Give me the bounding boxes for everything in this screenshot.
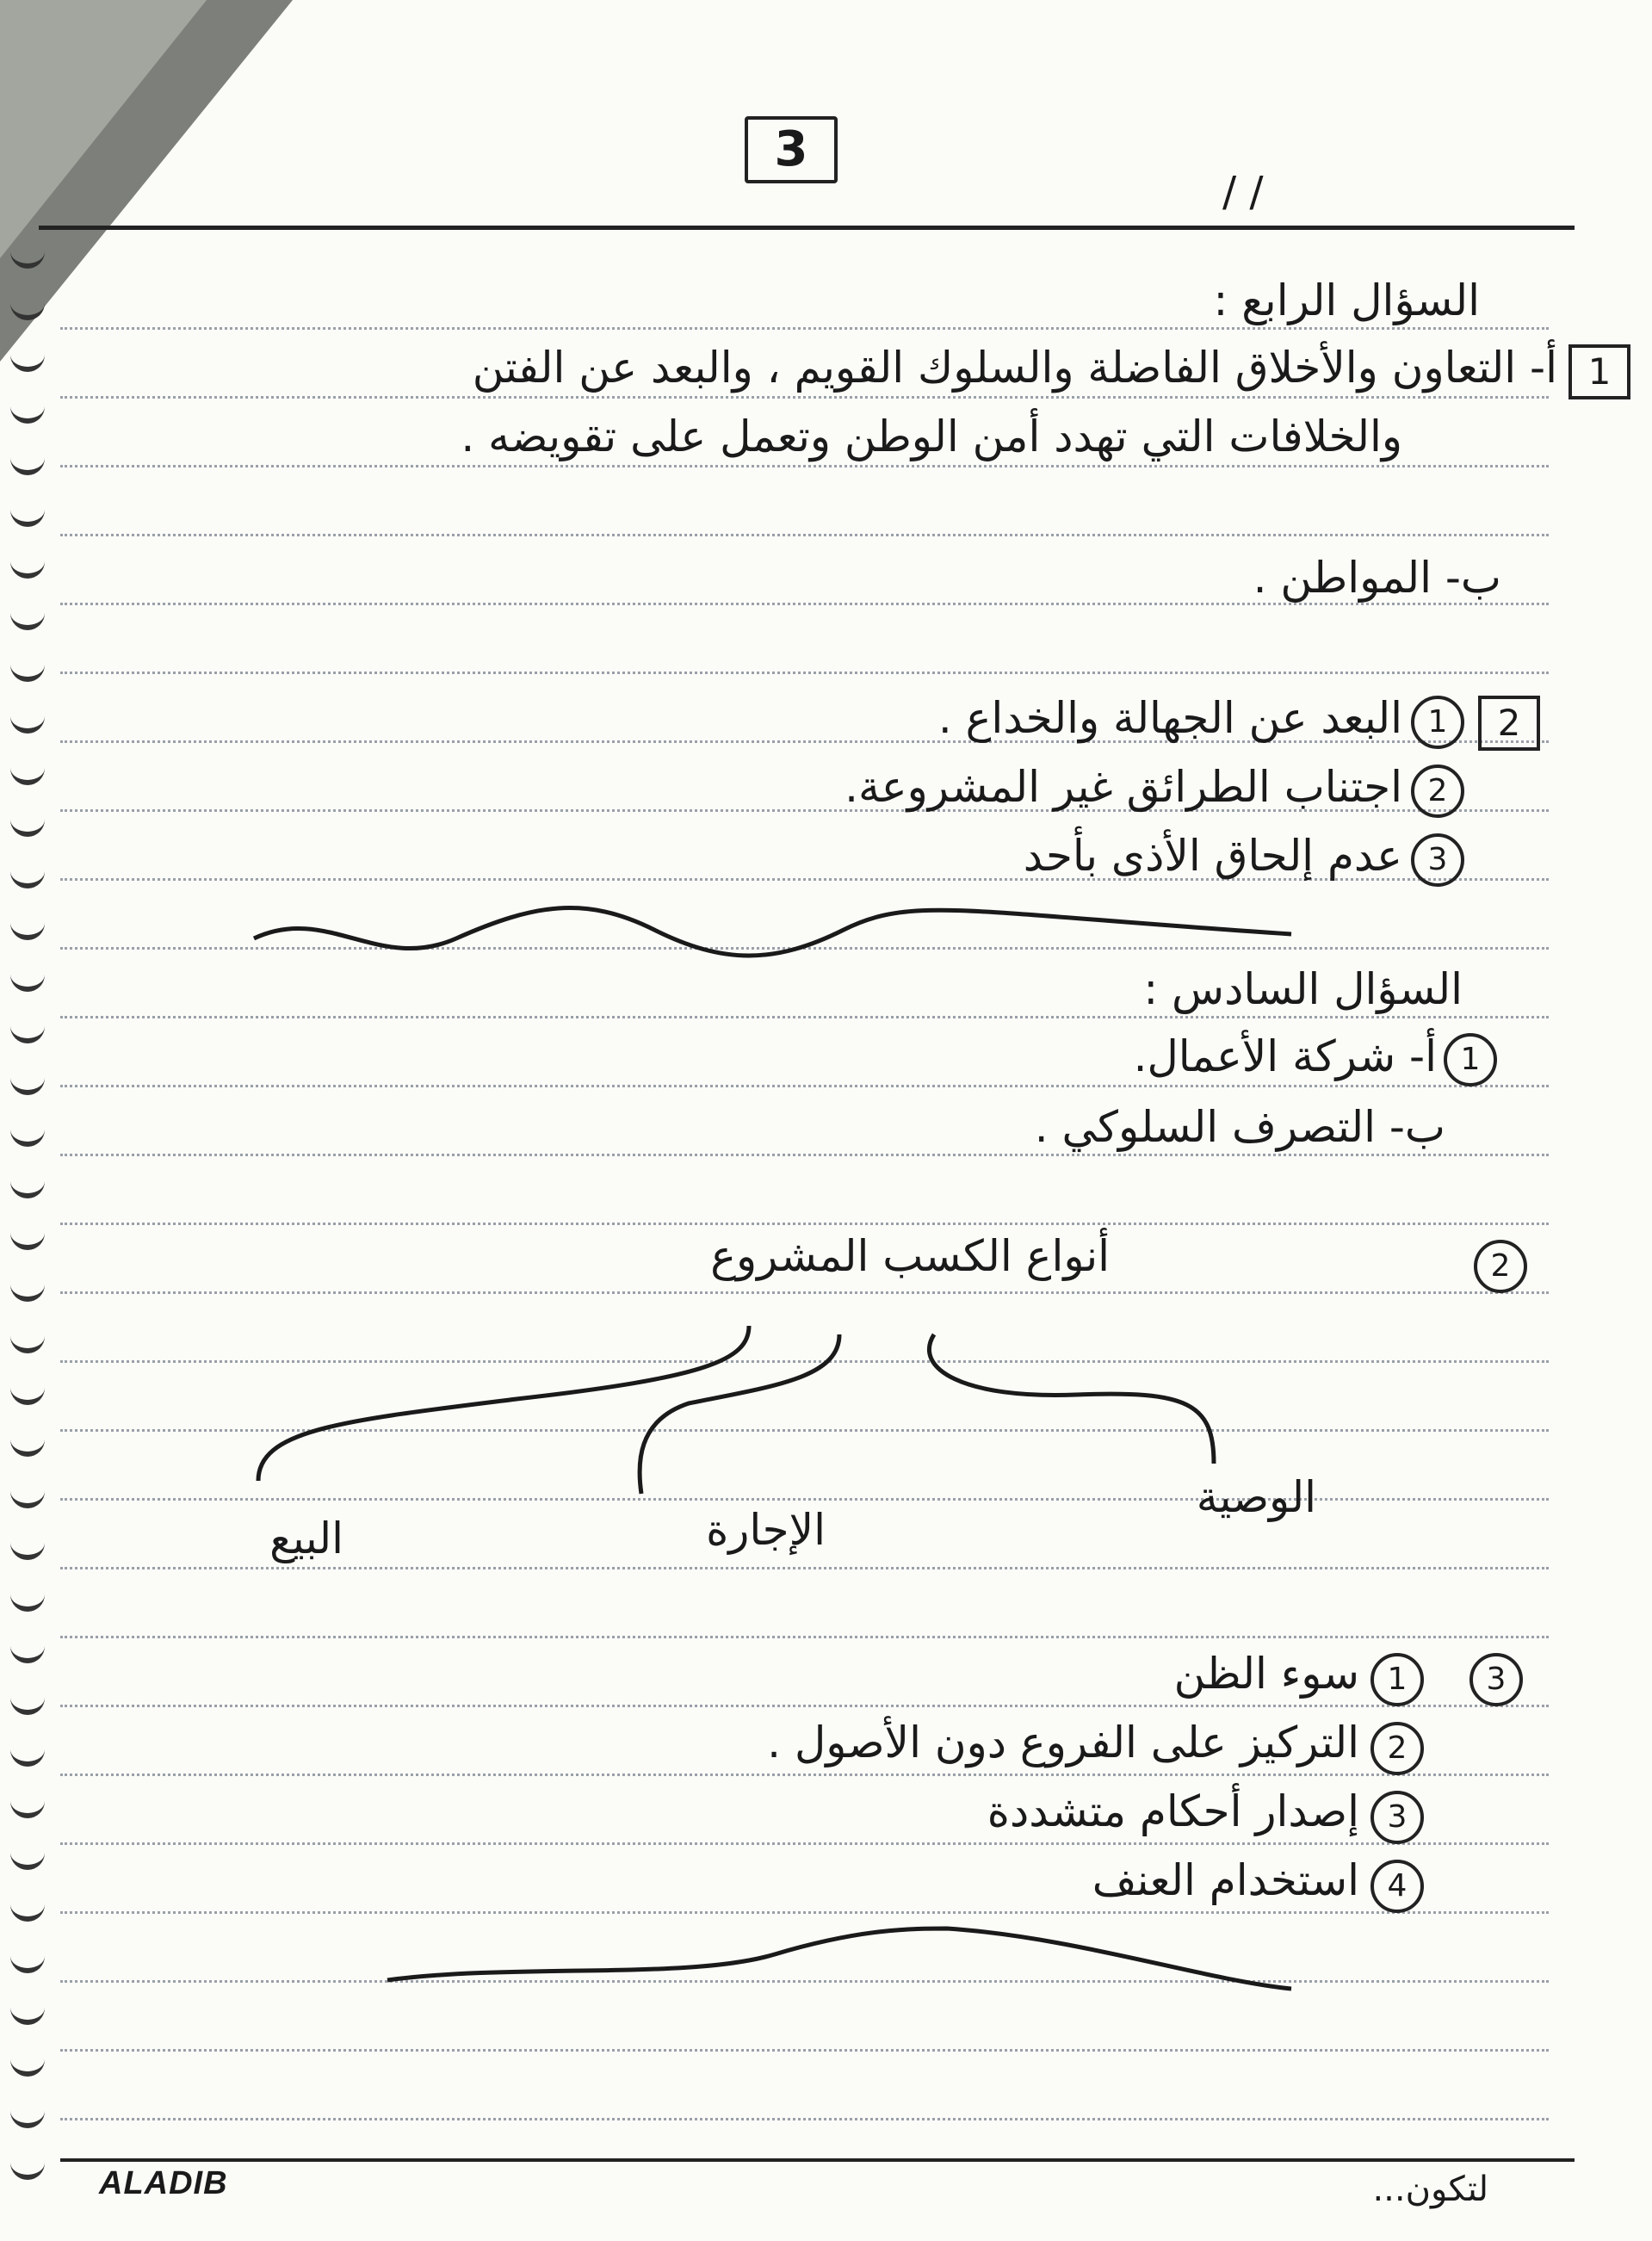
branch-lease: الإجارة bbox=[706, 1505, 826, 1555]
q6-item3-text3: إصدار أحكام متشددة bbox=[987, 1786, 1359, 1836]
q4-item2-box: 2 bbox=[1478, 696, 1540, 751]
q6-item3-n1: 1 bbox=[1370, 1653, 1424, 1706]
q6-item3-text2: التركيز على الفروع دون الأصول . bbox=[767, 1718, 1359, 1767]
q4-title: السؤال الرابع : bbox=[1213, 275, 1480, 325]
q6-title: السؤال السادس : bbox=[1143, 964, 1463, 1014]
q4-item1-b: ب- المواطن . bbox=[1253, 553, 1501, 603]
q4-item2-n1: 1 bbox=[1411, 696, 1464, 749]
brand-logo: ALADIB bbox=[99, 2165, 228, 2201]
diagram-title: أنواع الكسب المشروع bbox=[710, 1231, 1110, 1281]
branch-sale: البيع bbox=[269, 1514, 343, 1563]
footer-rule bbox=[60, 2158, 1575, 2162]
q4-item1-a-line1: أ- التعاون والأخلاق الفاضلة والسلوك القويم ، والبعد عن الفتن bbox=[472, 343, 1557, 393]
branch-line-sale bbox=[258, 1326, 749, 1481]
footer-slogan: لتكون... bbox=[1372, 2170, 1488, 2209]
q4-item1-box: 1 bbox=[1568, 344, 1630, 399]
q4-item2-text2: اجتناب الطرائق غير المشروعة. bbox=[845, 762, 1402, 812]
branch-line-lease bbox=[640, 1334, 839, 1494]
wavy-separator-2 bbox=[387, 1928, 1291, 1989]
q6-item1-b: ب- التصرف السلوكي . bbox=[1034, 1102, 1445, 1152]
q4-item2-text3: عدم إلحاق الأذى بأحد bbox=[1023, 831, 1402, 881]
q4-item2-n3: 3 bbox=[1411, 833, 1464, 887]
q6-item3-n: 3 bbox=[1469, 1653, 1523, 1706]
q4-item2-n2: 2 bbox=[1411, 765, 1464, 818]
q6-item3-n3: 3 bbox=[1370, 1791, 1424, 1844]
q6-item3-text1: سوء الظن bbox=[1173, 1649, 1359, 1699]
q6-item3-text4: استخدام العنف bbox=[1092, 1855, 1359, 1905]
date-marks: / / bbox=[1222, 168, 1264, 216]
q6-item3-n4: 4 bbox=[1370, 1860, 1424, 1913]
branch-will: الوصية bbox=[1196, 1472, 1316, 1522]
q4-item1-a-line2: والخلافات التي تهدد أمن الوطن وتعمل على تقويضه . bbox=[461, 412, 1402, 461]
wavy-separator-1 bbox=[254, 908, 1291, 956]
page-number: 3 bbox=[745, 116, 838, 183]
q6-item1-n: 1 bbox=[1444, 1033, 1497, 1086]
q6-item2-n: 2 bbox=[1474, 1240, 1527, 1293]
q6-item3-n2: 2 bbox=[1370, 1722, 1424, 1775]
q4-item2-text1: البعد عن الجهالة والخداع . bbox=[937, 693, 1402, 743]
q6-item1-a: أ- شركة الأعمال. bbox=[1133, 1031, 1437, 1081]
branch-line-will bbox=[929, 1334, 1214, 1464]
